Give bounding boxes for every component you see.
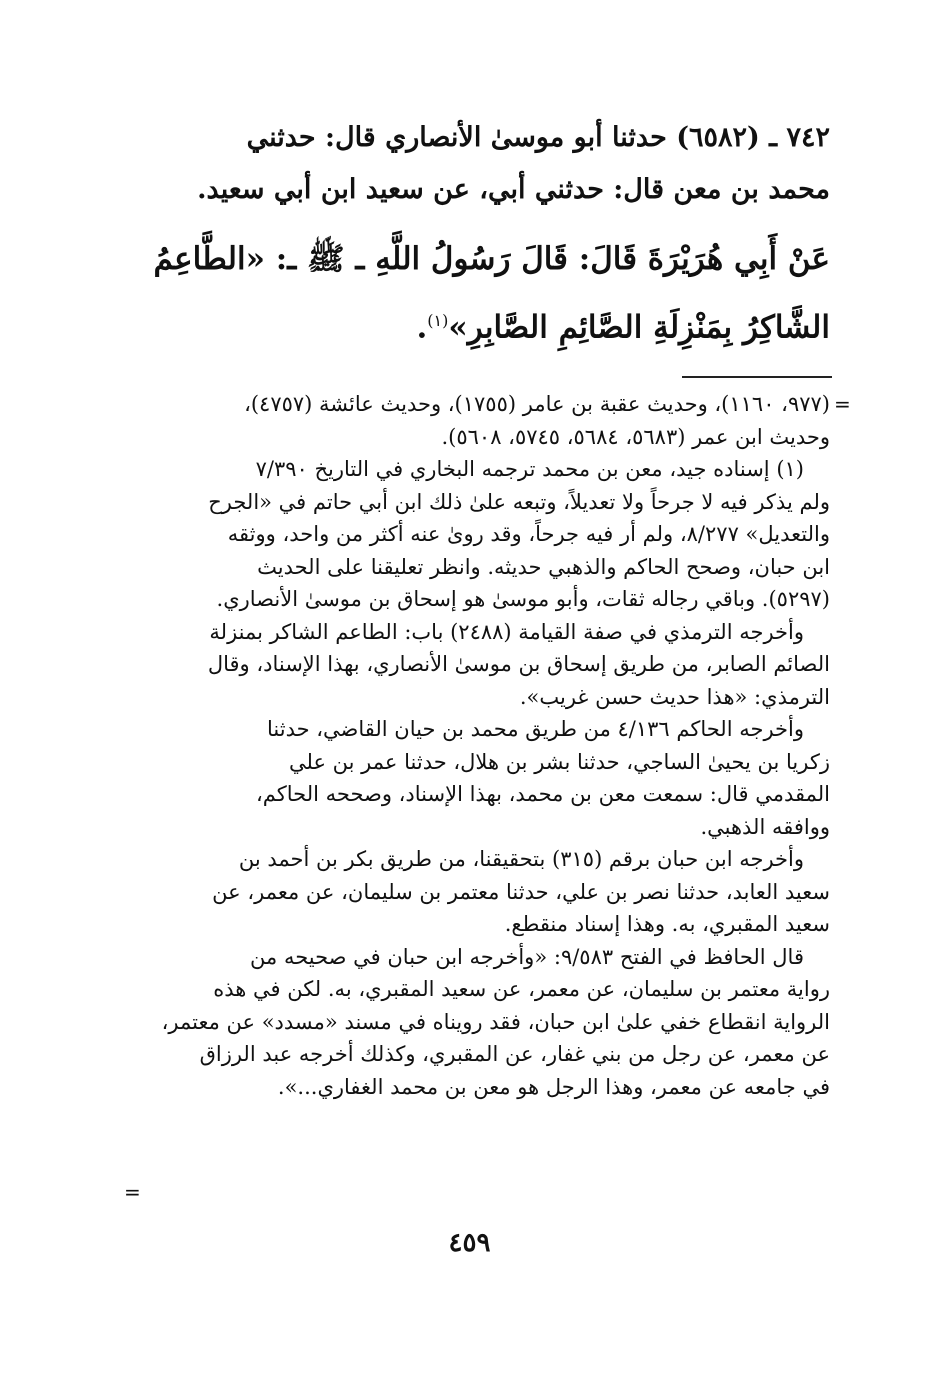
footnote-1-line: (١) إسناده جيد، معن بن محمد ترجمه البخاري في التاريخ ٧/٣٩٠ xyxy=(255,457,804,481)
hibban-line: سعيد العابد، حدثنا نصر بن علي، حدثنا معتمر بن سليمان، عن معمر، عن xyxy=(212,879,830,904)
footnote-1-line: والتعديل» ٨/٢٧٧، ولم أر فيه جرحاً، وقد روىٰ عنه أكثر من واحد، ووثقه xyxy=(227,522,830,546)
hafiz-line: قال الحافظ في الفتح ٩/٥٨٣: «وأخرجه ابن حبان في صحيحه من xyxy=(250,944,804,969)
matn-line-2-text: الشَّاكِرُ بِمَنْزِلَةِ الصَّائِمِ الصَّابِرِ» xyxy=(448,309,830,346)
hadith-isnad xyxy=(130,112,830,216)
hakim-line: المقدمي قال: سمعت معن بن محمد، بهذا الإسناد، وصححه الحاكم، xyxy=(256,782,830,806)
hibban-line: وأخرجه ابن حبان برقم (٣١٥) بتحقيقنا، من طريق بكر بن أحمد بن xyxy=(238,847,804,871)
hafiz-line: رواية معتمر بن سليمان، عن معمر، عن سعيد المقبري، به. لكن في هذه xyxy=(213,977,830,1001)
footnote-continuation-line: (٩٧٧، ١١٦٠)، وحديث عقبة بن عامر (١٧٥٥)، وحديث عائشة (٤٧٥٧)، xyxy=(244,392,830,416)
hakim-line: زكريا بن يحيىٰ الساجي، حدثنا بشر بن هلال، حدثنا عمر بن علي xyxy=(289,749,830,774)
hadith-matn xyxy=(130,228,830,358)
hakim-line: وأخرجه الحاكم ٤/١٣٦ من طريق محمد بن حيان القاضي، حدثنا xyxy=(266,717,804,741)
footnote-1-line: ابن حبان، وصحح الحاكم والذهبي حديثه. وانظر تعليقنا على الحديث xyxy=(257,554,830,579)
continuation-mark: = xyxy=(834,392,851,416)
isnad-line-1: ٧٤٢ ـ (٦٥٨٢) حدثنا أبو موسىٰ الأنصاري قال: حدثني xyxy=(246,122,830,153)
hafiz-line: الرواية انقطاع خفي علىٰ ابن حبان، فقد رويناه في مسند «مسدد» عن معتمر، xyxy=(161,1009,830,1034)
footnote-1-line: (٥٢٩٧). وباقي رجاله ثقات، وأبو موسىٰ هو إسحاق بن موسىٰ الأنصاري. xyxy=(216,587,830,611)
tirmidhi-line: الصائم الصابر، من طريق إسحاق بن موسىٰ الأنصاري، بهذا الإسناد، وقال xyxy=(207,652,830,676)
footnote-separator xyxy=(682,376,832,378)
hafiz-line: في جامعه عن معمر، وهذا الرجل هو معن بن محمد الغفاري...». xyxy=(277,1074,830,1099)
matn-line-1: عَنْ أَبِي هُرَيْرَةَ قَالَ: قَالَ رَسُولُ اللَّهِ ـ ﷺ ـ: «الطَّاعِمُ xyxy=(153,241,830,277)
footnote-1-line: ولم يذكر فيه لا جرحاً ولا تعديلاً، وتبعه علىٰ ذلك ابن أبي حاتم في «الجرح xyxy=(208,489,830,514)
page-number: ٤٥٩ xyxy=(448,1228,491,1258)
matn-end: . xyxy=(416,309,428,346)
hibban-line: سعيد المقبري، به. وهذا إسناد منقطع. xyxy=(504,912,830,936)
footnote-continuation-line: وحديث ابن عمر (٥٦٨٣، ٥٦٨٤، ٥٧٤٥، ٥٦٠٨). xyxy=(441,424,830,449)
hafiz-line: عن معمر، عن رجل من بني غفار، عن المقبري، وكذلك أخرجه عبد الرزاق xyxy=(199,1042,830,1066)
end-continuation-mark: = xyxy=(124,1180,141,1204)
isnad-line-2: محمد بن معن قال: حدثني أبي، عن سعيد ابن أبي سعيد. xyxy=(197,174,830,205)
hakim-line: ووافقه الذهبي. xyxy=(700,814,830,839)
tirmidhi-line: وأخرجه الترمذي في صفة القيامة (٢٤٨٨) باب: الطاعم الشاكر بمنزلة xyxy=(209,619,804,644)
footnote-reference: (١) xyxy=(427,311,449,330)
tirmidhi-line: الترمذي: «هذا حديث حسن غريب». xyxy=(519,684,830,709)
footnotes-block xyxy=(130,388,830,1103)
matn-line-2 xyxy=(130,290,830,358)
